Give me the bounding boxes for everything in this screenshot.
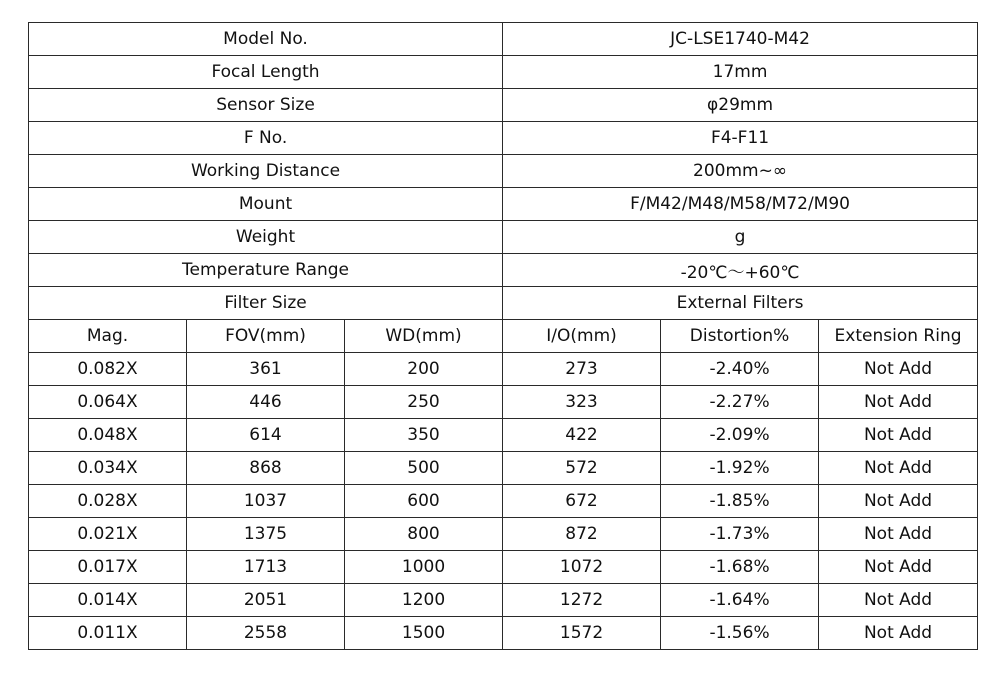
table-cell: 1072 [503,551,661,584]
table-cell: Not Add [819,584,978,617]
table-cell: 600 [345,485,503,518]
spec-label: Model No. [29,23,503,56]
spec-row-sensor-size [29,89,978,122]
table-cell: -1.68% [661,551,819,584]
table-cell: 1200 [345,584,503,617]
spec-value: φ29mm [503,89,978,122]
spec-row-mount [29,188,978,221]
spec-value: External Filters [503,287,978,320]
spec-label: Temperature Range [29,254,503,287]
table-cell: -1.92% [661,452,819,485]
table-cell: 0.034X [29,452,187,485]
spec-row-filter-size [29,287,978,320]
table-row [29,518,978,551]
table-cell: Not Add [819,386,978,419]
table-cell: 614 [187,419,345,452]
spec-label: Sensor Size [29,89,503,122]
table-cell: 0.011X [29,617,187,650]
spec-value: JC-LSE1740-M42 [503,23,978,56]
table-cell: -2.27% [661,386,819,419]
table-cell: 0.064X [29,386,187,419]
column-header-row [29,320,978,353]
spec-value: F/M42/M48/M58/M72/M90 [503,188,978,221]
spec-label: F No. [29,122,503,155]
table-cell: 868 [187,452,345,485]
table-cell: 361 [187,353,345,386]
column-header: WD(mm) [345,320,503,353]
spec-row-focal-length [29,56,978,89]
table-cell: -2.09% [661,419,819,452]
table-cell: 0.014X [29,584,187,617]
table-row [29,353,978,386]
table-cell: 672 [503,485,661,518]
spec-row-weight [29,221,978,254]
table-cell: 350 [345,419,503,452]
table-cell: 800 [345,518,503,551]
spec-row-f-number [29,122,978,155]
table-cell: 1713 [187,551,345,584]
table-cell: 0.028X [29,485,187,518]
column-header: I/O(mm) [503,320,661,353]
table-cell: 422 [503,419,661,452]
table-cell: -1.85% [661,485,819,518]
table-cell: Not Add [819,617,978,650]
spec-row-working-distance [29,155,978,188]
table-cell: 0.021X [29,518,187,551]
table-cell: 2558 [187,617,345,650]
table-cell: -1.64% [661,584,819,617]
table-cell: 1572 [503,617,661,650]
table-cell: Not Add [819,452,978,485]
table-cell: 0.048X [29,419,187,452]
table-row [29,386,978,419]
table-cell: 0.082X [29,353,187,386]
spec-label: Filter Size [29,287,503,320]
spec-value: g [503,221,978,254]
table-cell: 1272 [503,584,661,617]
table-cell: Not Add [819,518,978,551]
spec-row-temperature-range [29,254,978,287]
spec-value: -20℃～+60℃ [503,254,978,287]
table-cell: Not Add [819,485,978,518]
spec-label: Mount [29,188,503,221]
table-cell: 1500 [345,617,503,650]
table-cell: 446 [187,386,345,419]
table-cell: Not Add [819,353,978,386]
column-header: FOV(mm) [187,320,345,353]
spec-row-model [29,23,978,56]
table-cell: -1.73% [661,518,819,551]
table-cell: 1375 [187,518,345,551]
column-header: Mag. [29,320,187,353]
spec-label: Focal Length [29,56,503,89]
lens-spec-table [28,22,978,650]
table-row [29,551,978,584]
table-cell: 500 [345,452,503,485]
table-cell: 2051 [187,584,345,617]
table-cell: -1.56% [661,617,819,650]
table-cell: 250 [345,386,503,419]
table-row [29,584,978,617]
table-cell: 872 [503,518,661,551]
spec-label: Working Distance [29,155,503,188]
table-cell: 1000 [345,551,503,584]
table-cell: Not Add [819,419,978,452]
column-header: Distortion% [661,320,819,353]
spec-value: F4-F11 [503,122,978,155]
table-row [29,617,978,650]
table-cell: 273 [503,353,661,386]
table-cell: 323 [503,386,661,419]
spec-label: Weight [29,221,503,254]
spec-value: 17mm [503,56,978,89]
table-cell: 0.017X [29,551,187,584]
spec-value: 200mm~∞ [503,155,978,188]
table-cell: 572 [503,452,661,485]
table-cell: -2.40% [661,353,819,386]
table-row [29,485,978,518]
column-header: Extension Ring [819,320,978,353]
table-row [29,419,978,452]
table-cell: 200 [345,353,503,386]
table-row [29,452,978,485]
table-cell: 1037 [187,485,345,518]
table-cell: Not Add [819,551,978,584]
